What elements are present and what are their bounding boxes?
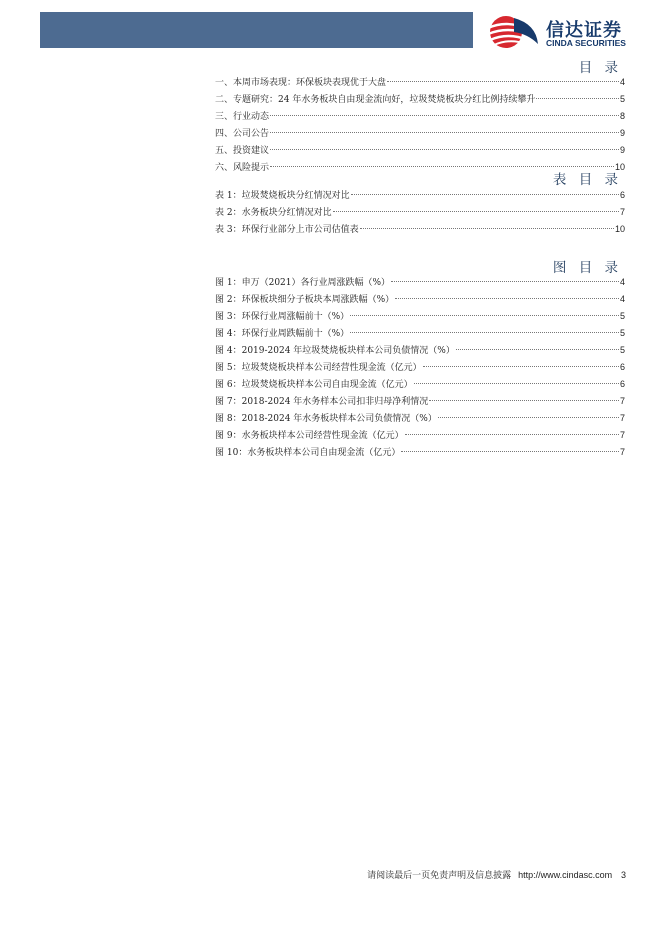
logo-english-text: CINDA SECURITIES: [546, 38, 626, 48]
toc-entry[interactable]: [215, 91, 625, 108]
dot-leader: [270, 166, 614, 167]
tables-title: 表 目 录: [552, 172, 622, 188]
figure-entry-page-number: 7: [619, 447, 625, 457]
figures-list: [215, 274, 625, 461]
figure-entry-label: 图 5：垃圾焚烧板块样本公司经营性现金流（亿元）: [215, 363, 422, 373]
figure-entry[interactable]: [215, 427, 625, 444]
dot-leader: [333, 211, 619, 212]
figure-entry[interactable]: [215, 308, 625, 325]
figure-entry-label: 图 8：2018-2024 年水务板块样本公司负债情况（%）: [215, 414, 437, 424]
footer-disclaimer: 请阅读最后一页免责声明及信息披露: [367, 871, 512, 881]
toc-entry-label: 一、本周市场表现：环保板块表现优于大盘: [215, 78, 387, 88]
table-entry-page-number: 6: [619, 190, 625, 200]
figure-entry-label: 图 3：环保行业周涨幅前十（%）: [215, 312, 350, 322]
figure-entry[interactable]: [215, 410, 625, 427]
tables-list: [215, 187, 625, 238]
dot-leader: [391, 281, 619, 282]
toc-entry-page-number: 9: [619, 128, 625, 138]
figure-entry-label: 图 6：垃圾焚烧板块样本公司自由现金流（亿元）: [215, 380, 413, 390]
dot-leader: [270, 115, 619, 116]
logo-chinese-text: 信达证券: [546, 20, 622, 41]
figure-entry-page-number: 6: [619, 379, 625, 389]
figure-entry-label: 图 4：2019-2024 年垃圾焚烧板块样本公司负债情况（%）: [215, 346, 455, 356]
dot-leader: [456, 349, 619, 350]
toc-entry-label: 六、风险提示: [215, 163, 270, 173]
dot-leader: [536, 98, 619, 99]
header-bar: [40, 12, 473, 48]
table-entry-label: 表 1：垃圾焚烧板块分红情况对比: [215, 191, 350, 201]
figure-entry[interactable]: [215, 359, 625, 376]
cinda-logo: [484, 14, 644, 50]
figure-entry[interactable]: [215, 444, 625, 461]
toc-entry[interactable]: [215, 142, 625, 159]
dot-leader: [270, 149, 619, 150]
toc-entry[interactable]: [215, 125, 625, 142]
figure-entry-label: 图 4：环保行业周跌幅前十（%）: [215, 329, 350, 339]
dot-leader: [395, 298, 619, 299]
dot-leader: [350, 332, 619, 333]
table-entry-page-number: 7: [619, 207, 625, 217]
dot-leader: [423, 366, 619, 367]
figure-entry[interactable]: [215, 274, 625, 291]
figure-entry-page-number: 4: [619, 294, 625, 304]
figure-entry-page-number: 5: [619, 345, 625, 355]
toc-entry[interactable]: [215, 108, 625, 125]
page-footer: [367, 868, 626, 881]
toc-title: 目 录: [578, 60, 622, 76]
dot-leader: [360, 228, 614, 229]
toc-entry-page-number: 8: [619, 111, 625, 121]
figure-entry-page-number: 5: [619, 311, 625, 321]
dot-leader: [414, 383, 619, 384]
figure-entry-page-number: 5: [619, 328, 625, 338]
dot-leader: [401, 451, 619, 452]
toc-list: [215, 74, 625, 176]
dot-leader: [438, 417, 619, 418]
cinda-globe-icon: [484, 14, 542, 50]
footer-url-link[interactable]: http://www.cindasc.com: [518, 870, 613, 880]
figure-entry-page-number: 7: [619, 413, 625, 423]
figure-entry[interactable]: [215, 376, 625, 393]
toc-entry-page-number: 4: [619, 77, 625, 87]
table-entry-label: 表 3：环保行业部分上市公司估值表: [215, 225, 359, 235]
page-number: 3: [620, 870, 626, 880]
toc-entry-page-number: 5: [619, 94, 625, 104]
figure-entry-label: 图 2：环保板块细分子板块本周涨跌幅（%）: [215, 295, 395, 305]
figure-entry-page-number: 7: [619, 430, 625, 440]
table-entry[interactable]: [215, 221, 625, 238]
figure-entry-page-number: 6: [619, 362, 625, 372]
dot-leader: [429, 400, 619, 401]
dot-leader: [270, 132, 619, 133]
figure-entry[interactable]: [215, 342, 625, 359]
figure-entry[interactable]: [215, 291, 625, 308]
figure-entry-label: 图 9：水务板块样本公司经营性现金流（亿元）: [215, 431, 404, 441]
figure-entry-label: 图 10：水务板块样本公司自由现金流（亿元）: [215, 448, 401, 458]
table-entry-label: 表 2：水务板块分红情况对比: [215, 208, 332, 218]
dot-leader: [387, 81, 619, 82]
toc-entry[interactable]: [215, 74, 625, 91]
table-entry-page-number: 10: [614, 224, 625, 234]
figure-entry-page-number: 4: [619, 277, 625, 287]
table-entry[interactable]: [215, 204, 625, 221]
table-entry[interactable]: [215, 187, 625, 204]
figure-entry-label: 图 7：2018-2024 年水务样本公司扣非归母净利情况: [215, 397, 429, 407]
toc-entry-label: 三、行业动态: [215, 112, 270, 122]
figure-entry-label: 图 1：申万（2021）各行业周涨跌幅（%）: [215, 278, 391, 288]
toc-entry-label: 五、投资建议: [215, 146, 270, 156]
dot-leader: [350, 315, 619, 316]
figure-entry[interactable]: [215, 325, 625, 342]
toc-entry-page-number: 9: [619, 145, 625, 155]
figure-entry-page-number: 7: [619, 396, 625, 406]
toc-entry-label: 四、公司公告: [215, 129, 270, 139]
toc-entry-page-number: 10: [614, 162, 625, 172]
dot-leader: [405, 434, 619, 435]
toc-entry-label: 二、专题研究：24 年水务板块自由现金流向好，垃圾焚烧板块分红比例持续攀升: [215, 95, 536, 105]
figure-entry[interactable]: [215, 393, 625, 410]
dot-leader: [351, 194, 619, 195]
figures-title: 图 目 录: [552, 260, 622, 276]
